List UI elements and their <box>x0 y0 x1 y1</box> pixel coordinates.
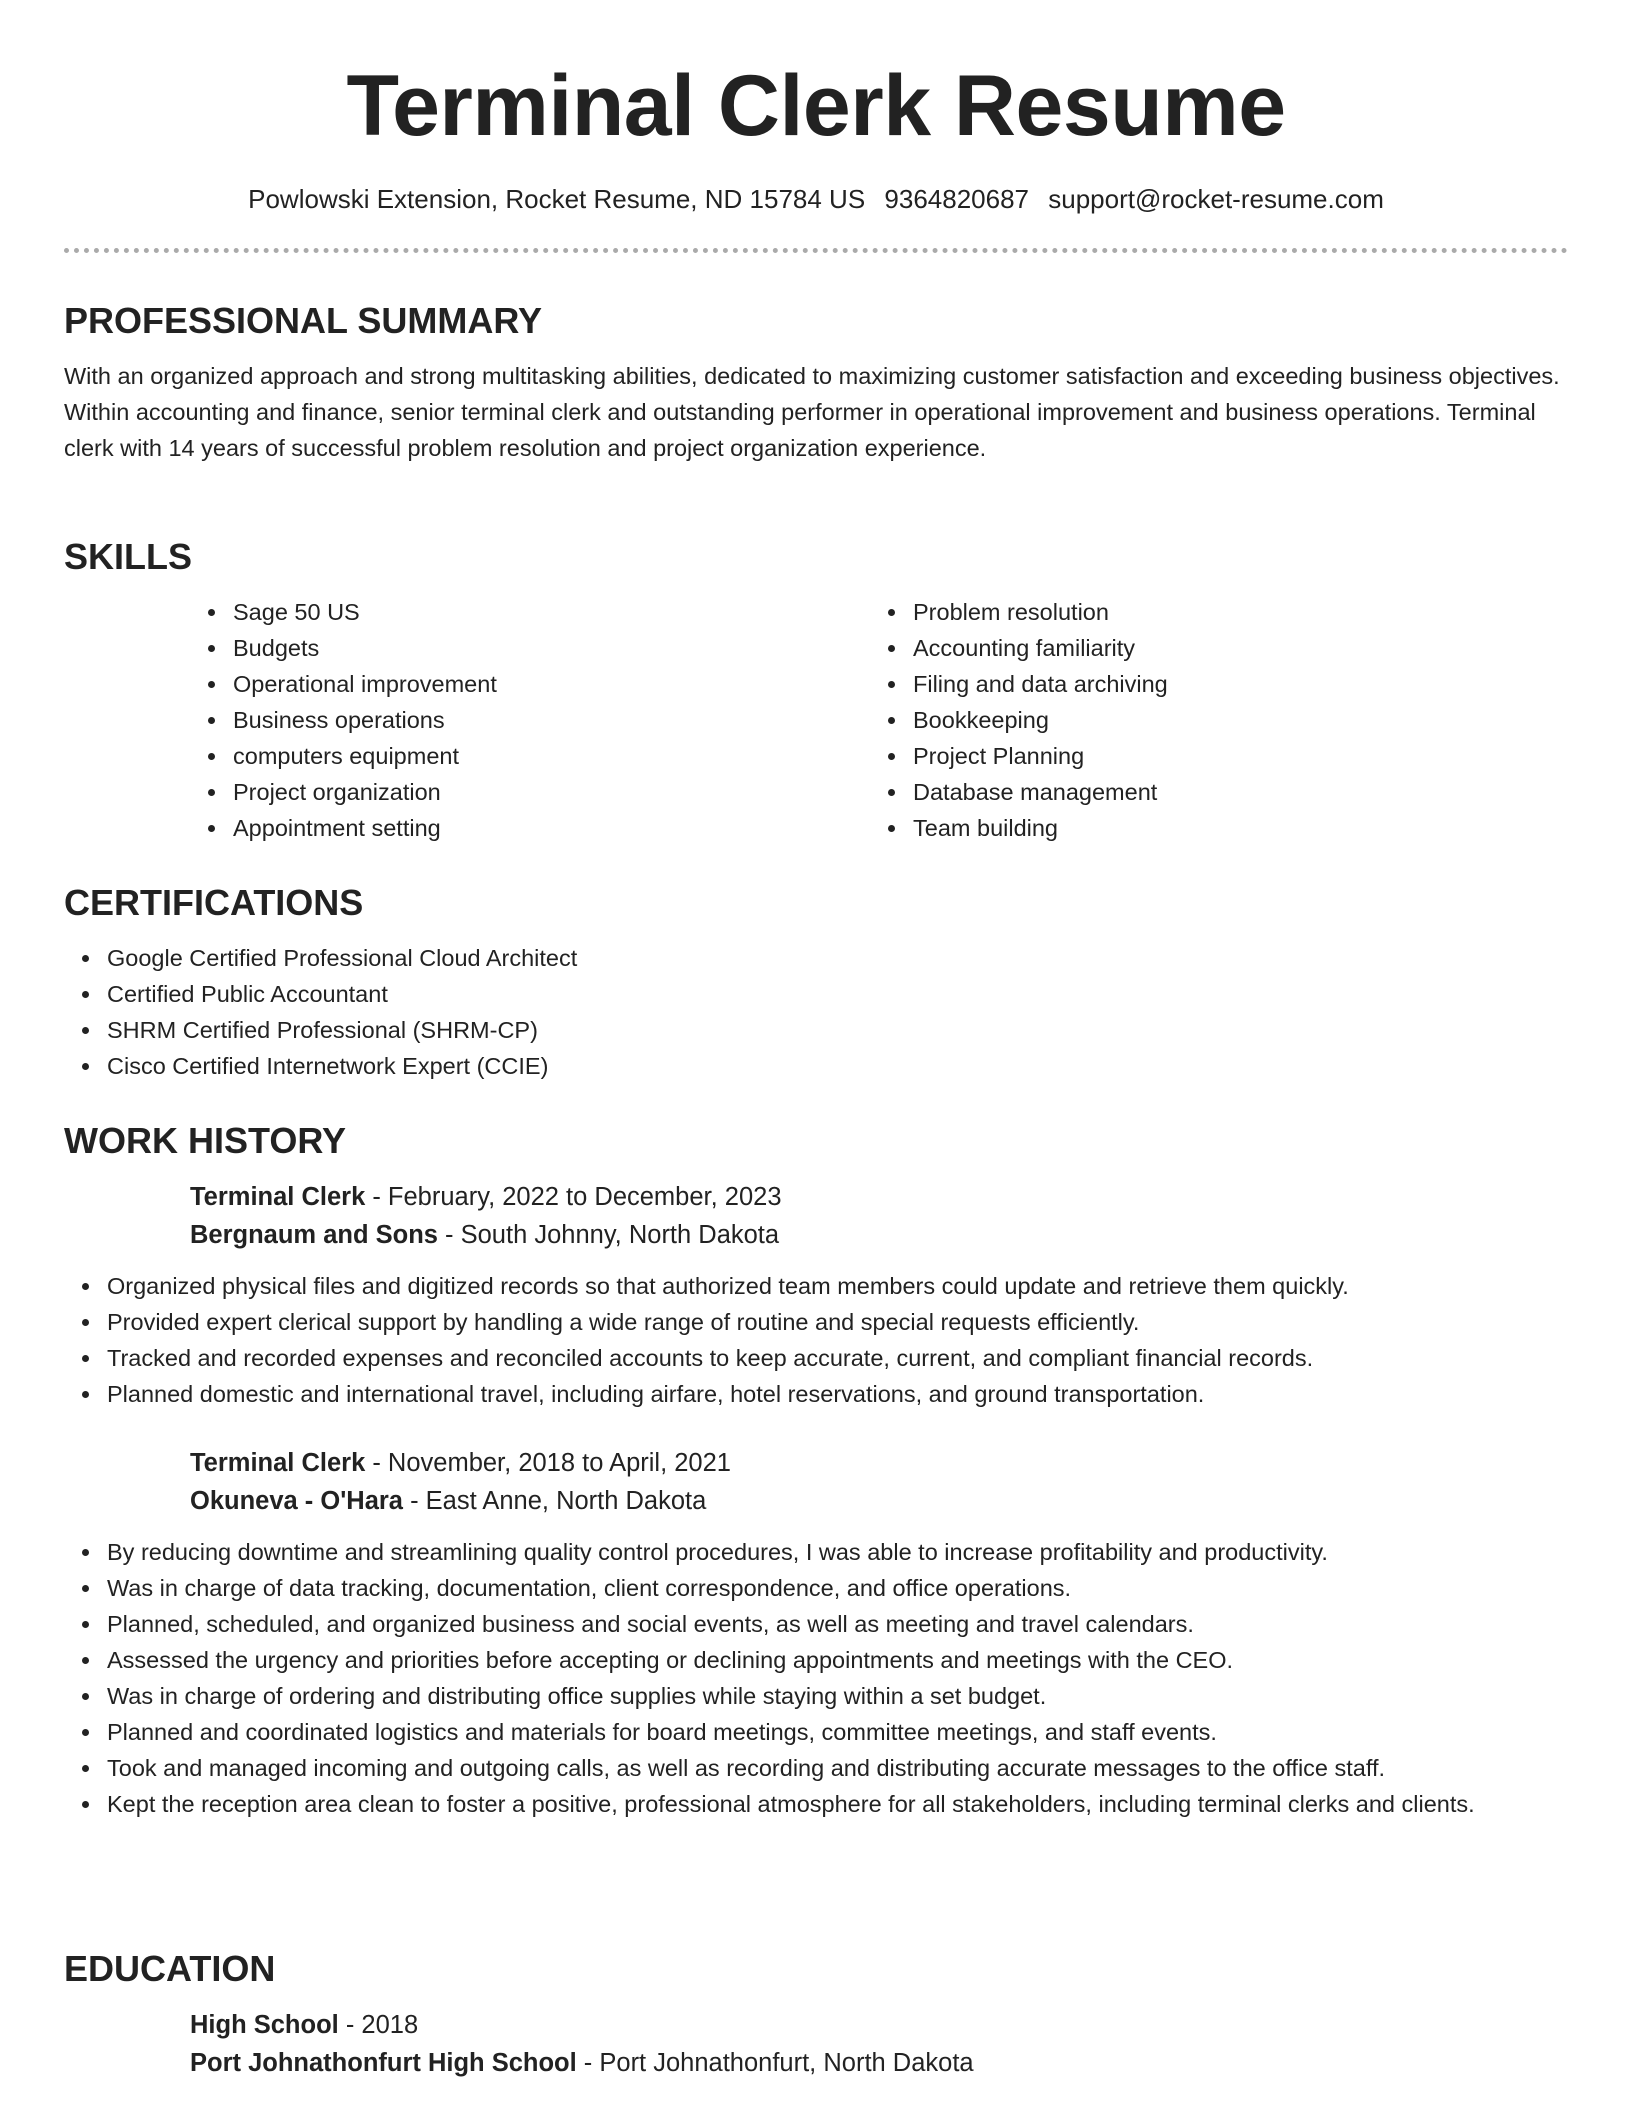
contact-address: Powlowski Extension, Rocket Resume, ND 15784 US <box>248 184 866 214</box>
job-dates: - November, 2018 to April, 2021 <box>365 1449 731 1477</box>
job-location: - East Anne, North Dakota <box>402 1487 707 1515</box>
contact-line <box>64 182 1568 216</box>
job-bullet: Planned and coordinated logistics and materials for board meetings, committee meetings, and staff events. <box>107 1714 1568 1750</box>
contact-email: support@rocket-resume.com <box>1048 184 1384 214</box>
certifications-list <box>64 940 1568 1084</box>
resume-page <box>64 0 1568 2077</box>
certification-item: SHRM Certified Professional (SHRM-CP) <box>107 1012 1568 1048</box>
certification-item: Certified Public Accountant <box>107 976 1568 1012</box>
skill-item: Team building <box>913 810 1550 846</box>
education-location: - Port Johnathonfurt, North Dakota <box>576 2049 974 2077</box>
summary-text: With an organized approach and strong multitasking abilities, dedicated to maximizing customer satisfaction and exceeding business objectives. Within accounting and finance, senior terminal clerk and outstanding performer in operational improvement and business operations. Terminal clerk with 14 years of successful problem resolution and project organization experience. <box>64 363 1560 461</box>
contact-phone: 9364820687 <box>884 184 1030 214</box>
job-bullet: Was in charge of data tracking, documentation, client correspondence, and office operations. <box>107 1570 1568 1606</box>
job-company: Okuneva - O'Hara <box>190 1487 403 1515</box>
skill-item: Project Planning <box>913 738 1550 774</box>
job-company-line <box>190 1482 1568 1520</box>
education-entry <box>190 2006 1568 2082</box>
skill-item: Project organization <box>233 774 870 810</box>
job-entry <box>190 1178 1568 1254</box>
job-company: Bergnaum and Sons <box>190 1221 438 1249</box>
resume-title: Terminal Clerk Resume <box>346 58 1286 154</box>
skill-item: Bookkeeping <box>913 702 1550 738</box>
job-bullet: Planned, scheduled, and organized business and social events, as well as meeting and travel calendars. <box>107 1606 1568 1642</box>
work-section <box>64 1120 1568 1822</box>
skill-item: Appointment setting <box>233 810 870 846</box>
certification-item: Google Certified Professional Cloud Architect <box>107 940 1568 976</box>
job-location: - South Johnny, North Dakota <box>437 1221 780 1249</box>
certification-item: Cisco Certified Internetwork Expert (CCIE) <box>107 1048 1568 1084</box>
skill-item: Budgets <box>233 630 870 666</box>
education-year: - 2018 <box>338 2011 419 2039</box>
summary-section <box>64 300 1568 466</box>
skills-section <box>64 536 1568 846</box>
job-title: Terminal Clerk <box>190 1183 366 1211</box>
skills-heading: SKILLS <box>64 536 193 577</box>
skills-left-column <box>190 594 870 846</box>
job-title-line <box>190 1444 1568 1482</box>
skill-item: computers equipment <box>233 738 870 774</box>
education-degree: High School <box>190 2011 339 2039</box>
education-school-line <box>190 2044 1568 2082</box>
skill-item: Accounting familiarity <box>913 630 1550 666</box>
skill-item: Operational improvement <box>233 666 870 702</box>
job-bullet: By reducing downtime and streamlining quality control procedures, I was able to increase profitability and productivity. <box>107 1534 1568 1570</box>
education-school: Port Johnathonfurt High School <box>190 2049 577 2077</box>
skill-item: Problem resolution <box>913 594 1550 630</box>
job-bullets <box>64 1534 1568 1822</box>
skill-item: Database management <box>913 774 1550 810</box>
header-divider <box>64 248 1568 253</box>
skill-item: Filing and data archiving <box>913 666 1550 702</box>
summary-heading: PROFESSIONAL SUMMARY <box>64 300 543 341</box>
education-degree-line <box>190 2006 1568 2044</box>
job-bullet: Was in charge of ordering and distributing office supplies while staying within a set budget. <box>107 1678 1568 1714</box>
education-section <box>64 1948 1568 2082</box>
certifications-section <box>64 882 1568 1084</box>
job-bullet: Planned domestic and international travel, including airfare, hotel reservations, and ground transportation. <box>107 1376 1568 1412</box>
job-dates: - February, 2022 to December, 2023 <box>365 1183 782 1211</box>
job-title: Terminal Clerk <box>190 1449 366 1477</box>
job-title-line <box>190 1178 1568 1216</box>
skill-item: Sage 50 US <box>233 594 870 630</box>
work-heading: WORK HISTORY <box>64 1120 347 1161</box>
job-company-line <box>190 1216 1568 1254</box>
job-bullet: Provided expert clerical support by handling a wide range of routine and special requests efficiently. <box>107 1304 1568 1340</box>
education-heading: EDUCATION <box>64 1948 276 1989</box>
job-bullets <box>64 1268 1568 1412</box>
job-bullet: Assessed the urgency and priorities before accepting or declining appointments and meetings with the CEO. <box>107 1642 1568 1678</box>
skills-columns <box>190 594 1568 846</box>
job-bullet: Took and managed incoming and outgoing calls, as well as recording and distributing accurate messages to the office staff. <box>107 1750 1568 1786</box>
skill-item: Business operations <box>233 702 870 738</box>
job-entry <box>190 1444 1568 1520</box>
skills-right-column <box>870 594 1550 846</box>
job-bullet: Tracked and recorded expenses and reconciled accounts to keep accurate, current, and compliant financial records. <box>107 1340 1568 1376</box>
job-bullet: Organized physical files and digitized records so that authorized team members could update and retrieve them quickly. <box>107 1268 1568 1304</box>
certifications-heading: CERTIFICATIONS <box>64 882 364 923</box>
job-bullet: Kept the reception area clean to foster a positive, professional atmosphere for all stakeholders, including terminal clerks and clients. <box>107 1786 1568 1822</box>
